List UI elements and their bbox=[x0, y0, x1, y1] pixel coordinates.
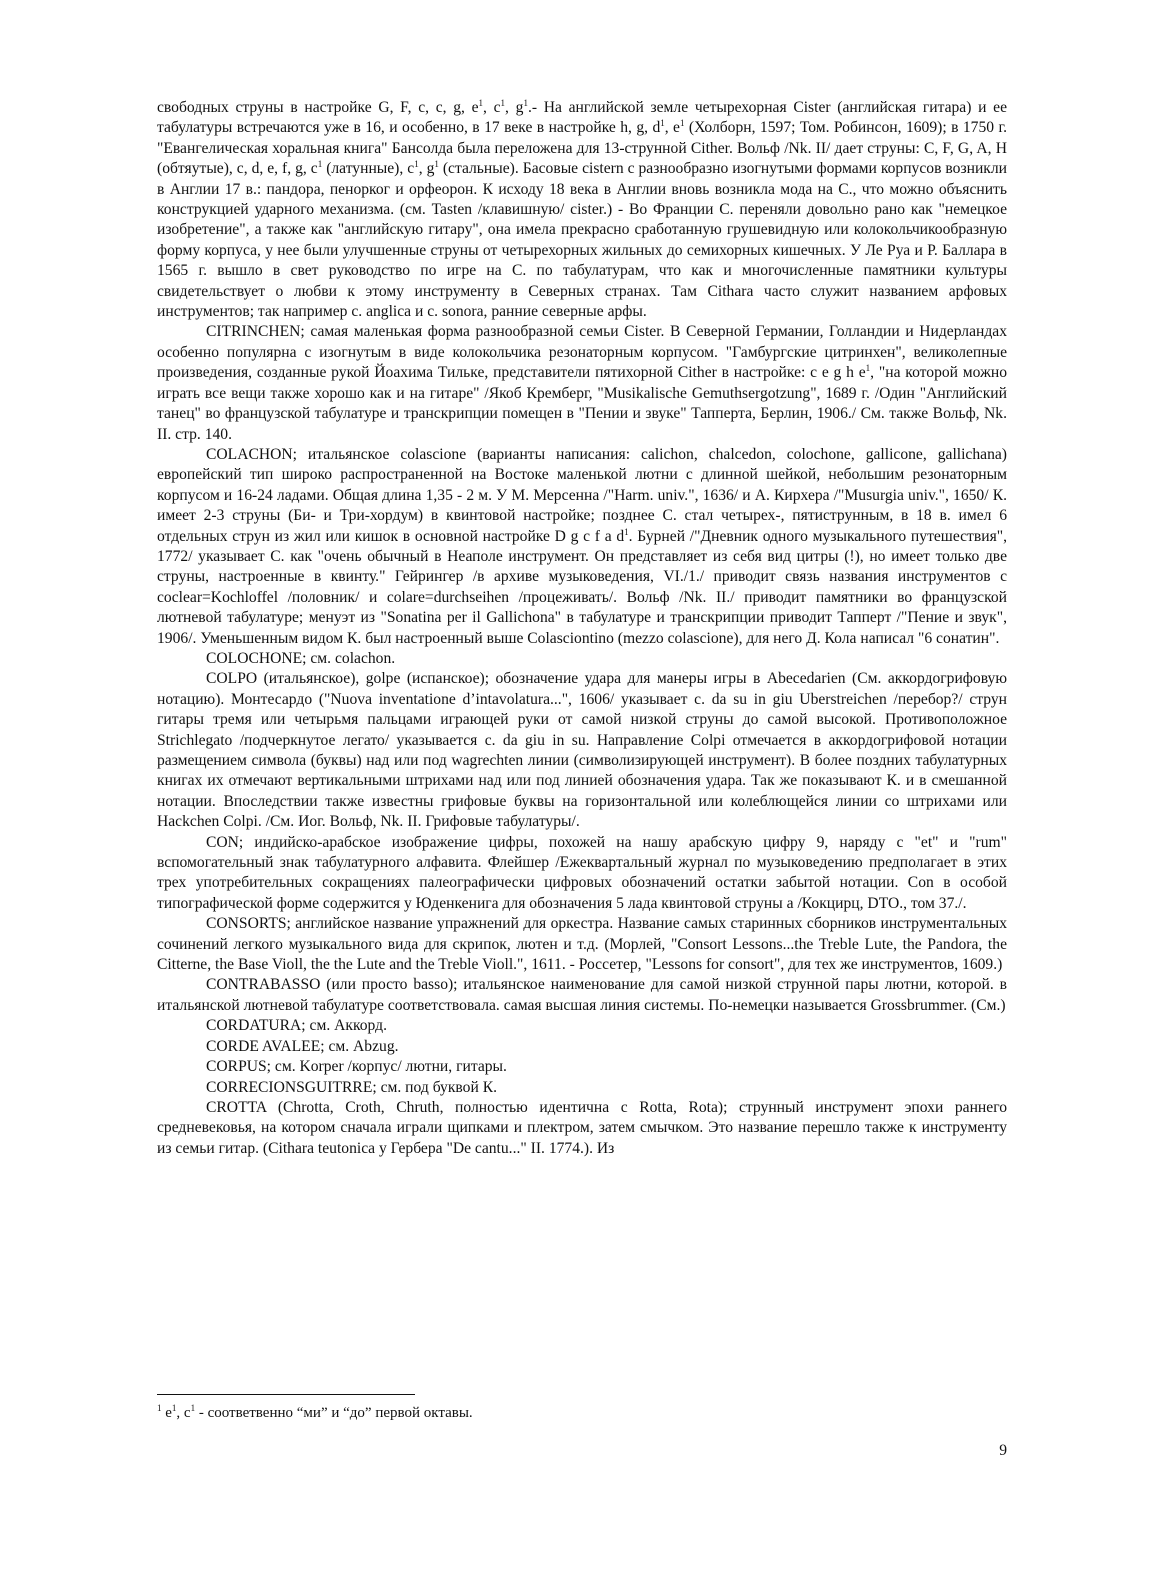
superscript: 1 bbox=[190, 1403, 196, 1413]
footnote-marker: 1 bbox=[157, 1403, 162, 1413]
text-run: CONSORTS; английское название упражнений для оркестра. Название самых старинных сборников инструментальных сочинений легкого музыкального вида для скрипок, лютен и т.д. (Морлей, "Consort Lessons...the Treble Lute, the Pandora, the Citterne, the Base Violl, the the Lute and the Treble Violl.", 1611. - Россетер, "Lessons for consort", для тех же инструментов, 1609.) bbox=[157, 915, 1007, 974]
entry-corpus bbox=[157, 1057, 1007, 1077]
text-run: e bbox=[161, 1405, 172, 1421]
superscript: 1 bbox=[679, 118, 685, 129]
superscript: 1 bbox=[171, 1403, 177, 1413]
superscript: 1 bbox=[414, 159, 419, 170]
entry-colachon bbox=[157, 445, 1007, 649]
text-run: CORRECIONSGUITRRE; см. под буквой К. bbox=[206, 1078, 497, 1096]
text-run: CITRINCHEN; самая маленькая форма разнообразной семьи Cister. В Северной Германии, Голландии и Нидерландах особенно популярна с изогнутым в виде колокольчика резонаторным корпусом. "Гамбургские цитринхен", великолепные произведения, созданные рукой Йоахима Тильке, представители пятихорной Cither в настройке: c e g h e bbox=[157, 323, 1007, 382]
entry-corde-avalee bbox=[157, 1037, 1007, 1057]
entry-consorts bbox=[157, 914, 1007, 975]
text-run: COLACHON; итальянское colascione (варианты написания: calichon, chalcedon, colochone, gallicone, gallichana) европейский тип широко распространенной на Востоке маленькой лютни с длинной шейкой, небольшим резонаторным корпусом и 16-24 ладами. Общая длина 1,35 - 2 м. У М. Мерсенна /"Harm. univ.", 1636/ и А. Кирхера /"Musurgia univ.", 1650/ К. имеет 2-3 струны (Би- и Три-хордум) в квинтовой настройке; позднее С. стал четырех-, пятиструнным, в 18 в. имел 6 отдельных струн из жил или кишок в основной настройке D g c f a d bbox=[157, 445, 1007, 545]
text-run: , "на которой можно играть все вещи также хорошо как и на гитаре" /Якоб Кремберг, "Musikalische Gemuthsergotzung", 1689 г. /Один "Английский танец" во французской табулатуре и транскрипции помещен в "Пении и звуке" Тапперта, Берлин, 1906./ См. также Вольф, Nk. II. стр. 140. bbox=[157, 364, 1008, 443]
text-run: , e bbox=[664, 119, 680, 137]
superscript: 1 bbox=[478, 98, 484, 108]
footnote-separator bbox=[157, 1394, 415, 1395]
text-run: CORPUS; см. Korper /корпус/ лютни, гитары. bbox=[206, 1058, 507, 1076]
main-text bbox=[157, 98, 1007, 1159]
text-run: .- На английской земле четырехорная Cister (английская гитара) и ее табулатуры встречаются уже в 16, и особенно, в 17 веке в настройке h, g, d bbox=[157, 99, 1007, 137]
text-run: CORDATURA; см. Аккорд. bbox=[206, 1017, 387, 1035]
entry-contrabasso bbox=[157, 975, 1007, 1016]
entry-colochone bbox=[157, 649, 1007, 669]
superscript: 1 bbox=[865, 363, 871, 374]
entry-crotta bbox=[157, 1098, 1007, 1159]
text-run: CORDE AVALEE; см. Abzug. bbox=[206, 1037, 399, 1055]
entry-colpo bbox=[157, 669, 1007, 832]
text-run: свободных струны в настройке G, F, c, c, g, e bbox=[157, 99, 479, 116]
text-run: COLPO (итальянское), golpe (испанское); обозначение удара для манеры игры в Abecedarien (См. аккордогрифовую нотацию). Монтесардо ("Nuova inventatione d’intavolatura...", 1606/ указывает c. da su in giu Uberstreichen /перебор?/ струн гитары тремя или четырьмя пальцами играющей руки от самой низкой струны до самой высокой. Противоположное Strichlegato /подчеркнутое легато/ указывается c. da giu in su. Направление Colpi отмечается в аккордогрифовой нотации размещением символа (буквы) над или под wagrechten линии (символизирующей инструмент). В более поздних табулатурных книгах их отмечают вертикальными штрихами над или под линией обозначения удара. Так же показывают К. и в смешанной нотации. Впоследствии также известны грифовые буквы на горизонтальной или колеблющейся линии со штрихами или Hackchen Colpi. /См. Иог. Вольф, Nk. II. Грифовые табулатуры/. bbox=[157, 670, 1007, 831]
text-run: (стальные). Басовые cistern с разнообразно изогнутыми формами корпусов возникли в Англии 17 в.: пандора, пенорког и орфеорон. К исходу 18 века в Англии вновь возникла мода на С., что можно объяснить конструкцией ударного механизма. (см. Tasten /клавишную/ cister.) - Во Франции С. переняли довольно рано как "немецкое изобретение", а также как "английскую гитару", она имела прекрасно сработанную грушевидную или колокольчикообразную форму корпуса, у нее были улучшенные струны от четырехорных жильных до семихорных кишечных. У Ле Руа и Р. Баллара в 1565 г. вышло в свет руководство по игре на С. по табулатурам, что как и многочисленные памятники культуры свидетельствует о любви к этому инструменту в Северных странах. Там Cithara часто служит названием арфовых инструментов; так например c. anglica и c. sonora, ранние северные арфы. bbox=[157, 160, 1008, 321]
superscript: 1 bbox=[624, 526, 629, 537]
entry-con bbox=[157, 833, 1007, 915]
entry-citrinchen bbox=[157, 322, 1007, 444]
page-number: 9 bbox=[999, 1442, 1007, 1459]
text-run: CROTTA (Chrotta, Croth, Chruth, полностью идентична с Rotta, Rota); струнный инструмент эпохи раннего средневековья, на котором сначала играли щипками и плектром, затем смычком. Это название перешло также к инструменту из семьи гитар. (Cithara teutonica у Гербера "De cantu..." II. 1774.). Из bbox=[157, 1098, 1007, 1157]
entry-correcionsguitrre bbox=[157, 1078, 1007, 1098]
superscript: 1 bbox=[660, 118, 665, 129]
text-run: - соответвенно “ми” и “до” первой октавы. bbox=[195, 1405, 473, 1421]
text-run: (латунные), c bbox=[322, 160, 415, 178]
entry-cordatura bbox=[157, 1016, 1007, 1036]
text-run: COLOCHONE; см. colachon. bbox=[206, 649, 396, 667]
superscript: 1 bbox=[317, 159, 323, 170]
text-run: , c bbox=[483, 99, 501, 116]
superscript: 1 bbox=[500, 98, 506, 108]
text-run: . Бурней /"Дневник одного музыкального путешествия", 1772/ указывает С. как "очень обычный в Неаполе инструмент. Он представляет из себя вид цитры (!), но имеет только две струны, настроенные в квинту." Гейрингер /в архиве музыковедения, VI./1./ приводит связь названия инструментов с coclear=Kochloffel /половник/ и colare=durchseihen /процеживать/. Вольф /Nk. II./ приводит памятники во французской лютневой табулатуре; менуэт из "Sonatina per il Gallichona" в табулатуре и транскрипции приводит Тапперт /"Пение и звук", 1906/. Уменьшенным видом К. был настроенный выше Colasciontino (mezzo colascione), для него Д. Кола написал "6 сонатин". bbox=[157, 527, 1008, 647]
text-run: , c bbox=[176, 1405, 191, 1421]
footnote bbox=[157, 1403, 1007, 1423]
text-run: , g bbox=[505, 99, 524, 116]
text-run: CON; индийско-арабское изображение цифры, похожей на нашу арабскую цифру 9, наряду с "et" и "rum" вспомогательный знак табулатурного алфавита. Флейшер /Ежеквартальный журнал по музыковедению предполагает в этих трех употребительных сокращениях палеографически цифровых обозначений остатки забытой нотации. Con в особой типографической форме содержится у Юденкенига для обозначения 5 лада квинтовой струны a /Кокцирц, DTO., том 37./. bbox=[157, 833, 1007, 912]
superscript: 1 bbox=[523, 98, 528, 108]
text-run: , g bbox=[418, 160, 435, 178]
text-run: CONTRABASSO (или просто basso); итальянское наименование для самой низкой струнной пары лютни, которой. в итальянской лютневой табулатуре соответствовала. самая высшая линия системы. По-немецки называется Grossbrummer. (См.) bbox=[157, 976, 1007, 1014]
text-run: (Холборн, 1597; Том. Робинсон, 1609); в 1750 г. "Евангелическая хоральная книга" Бансолда была переложена для 13-струнной Cither. Вольф /Nk. II/ дает струны: C, F, G, A, H (обтяутые), c, d, e, f, g, c bbox=[157, 119, 1008, 178]
paragraph-cister-continued bbox=[157, 98, 1007, 322]
superscript: 1 bbox=[434, 159, 439, 170]
